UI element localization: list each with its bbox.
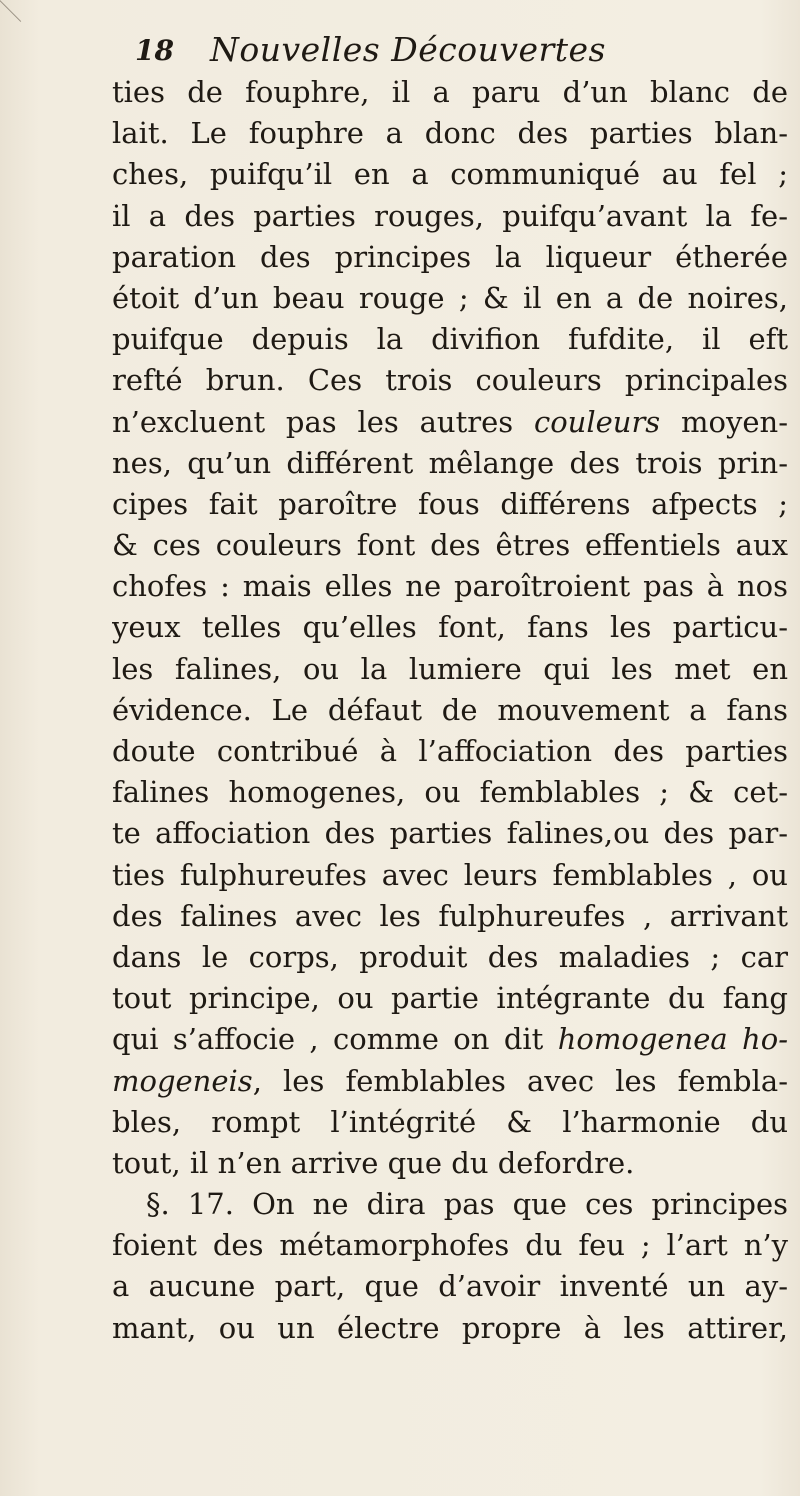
page-corner-mark (0, 0, 21, 43)
text-line: a aucune part, que d’avoir inventé un ay- (112, 1269, 788, 1304)
text-line: tout principe, ou partie intégrante du fang (112, 981, 788, 1016)
text-line: cipes fait paroître fous différens afpects ; (112, 486, 788, 521)
text-line: yeux telles qu’elles font, fans les particu- (112, 610, 788, 645)
running-title: Nouvelles Découvertes (210, 30, 606, 69)
text-line: tout, il n’en arrive que du defordre. (112, 1145, 635, 1180)
text-line: des falines avec les fulphureufes , arrivant (112, 898, 788, 933)
page-header (135, 30, 755, 74)
text-line (112, 1019, 788, 1060)
text-line: & ces couleurs font des êtres effentiels aux (112, 528, 788, 563)
text-line: refté brun. Ces trois couleurs principales (112, 363, 788, 398)
text-span: , les femblables avec les fembla- (252, 1063, 788, 1098)
text-line: mant, ou un électre propre à les attirer, (112, 1310, 788, 1345)
text-line: lait. Le fouphre a donc des parties blan- (112, 116, 788, 151)
text-span: n’excluent pas les autres (112, 404, 534, 439)
text-line: doute contribué à l’affociation des parties (112, 734, 788, 768)
text-line: foient des métamorphofes du feu ; l’art n’y (112, 1228, 788, 1263)
text-line: nes, qu’un différent mêlange des trois prin- (112, 445, 788, 480)
text-line: §. 17. On ne dira pas que ces principes (146, 1187, 788, 1222)
italic-text: homogenea ho- (557, 1022, 788, 1057)
text-line: les falines, ou la lumiere qui les met en (112, 651, 788, 686)
body-text (112, 72, 792, 1349)
text-span: moyen- (660, 404, 788, 439)
text-line: ties de fouphre, il a paru d’un blanc de (112, 75, 788, 109)
italic-text: mogeneis (112, 1063, 253, 1098)
text-line: te affociation des parties falines,ou des par- (112, 816, 788, 851)
text-line: ches, puifqu’il en a communiqué au fel ; (112, 157, 788, 192)
text-line: falines homogenes, ou femblables ; & cet- (112, 775, 788, 810)
text-line: paration des principes la liqueur étherée (112, 239, 788, 274)
text-line: puifque depuis la divifion fufdite, il eft (112, 322, 788, 357)
text-line: chofes : mais elles ne paroîtroient pas à nos (112, 569, 788, 604)
text-line: dans le corps, produit des maladies ; car (112, 939, 788, 974)
text-line (112, 402, 788, 443)
page-number: 18 (135, 34, 174, 67)
text-line: évidence. Le défaut de mouvement a fans (112, 692, 788, 727)
text-span: qui s’affocie , comme on dit (112, 1022, 558, 1057)
text-line: il a des parties rouges, puifqu’avant la fe- (112, 198, 788, 233)
text-line: bles, rompt l’intégrité & l’harmonie du (112, 1104, 788, 1139)
text-line: étoit d’un beau rouge ; & il en a de noires, (112, 280, 788, 315)
text-line (112, 1061, 788, 1102)
text-line: ties fulphureufes avec leurs femblables , ou (112, 857, 788, 892)
italic-text: couleurs (533, 404, 661, 439)
